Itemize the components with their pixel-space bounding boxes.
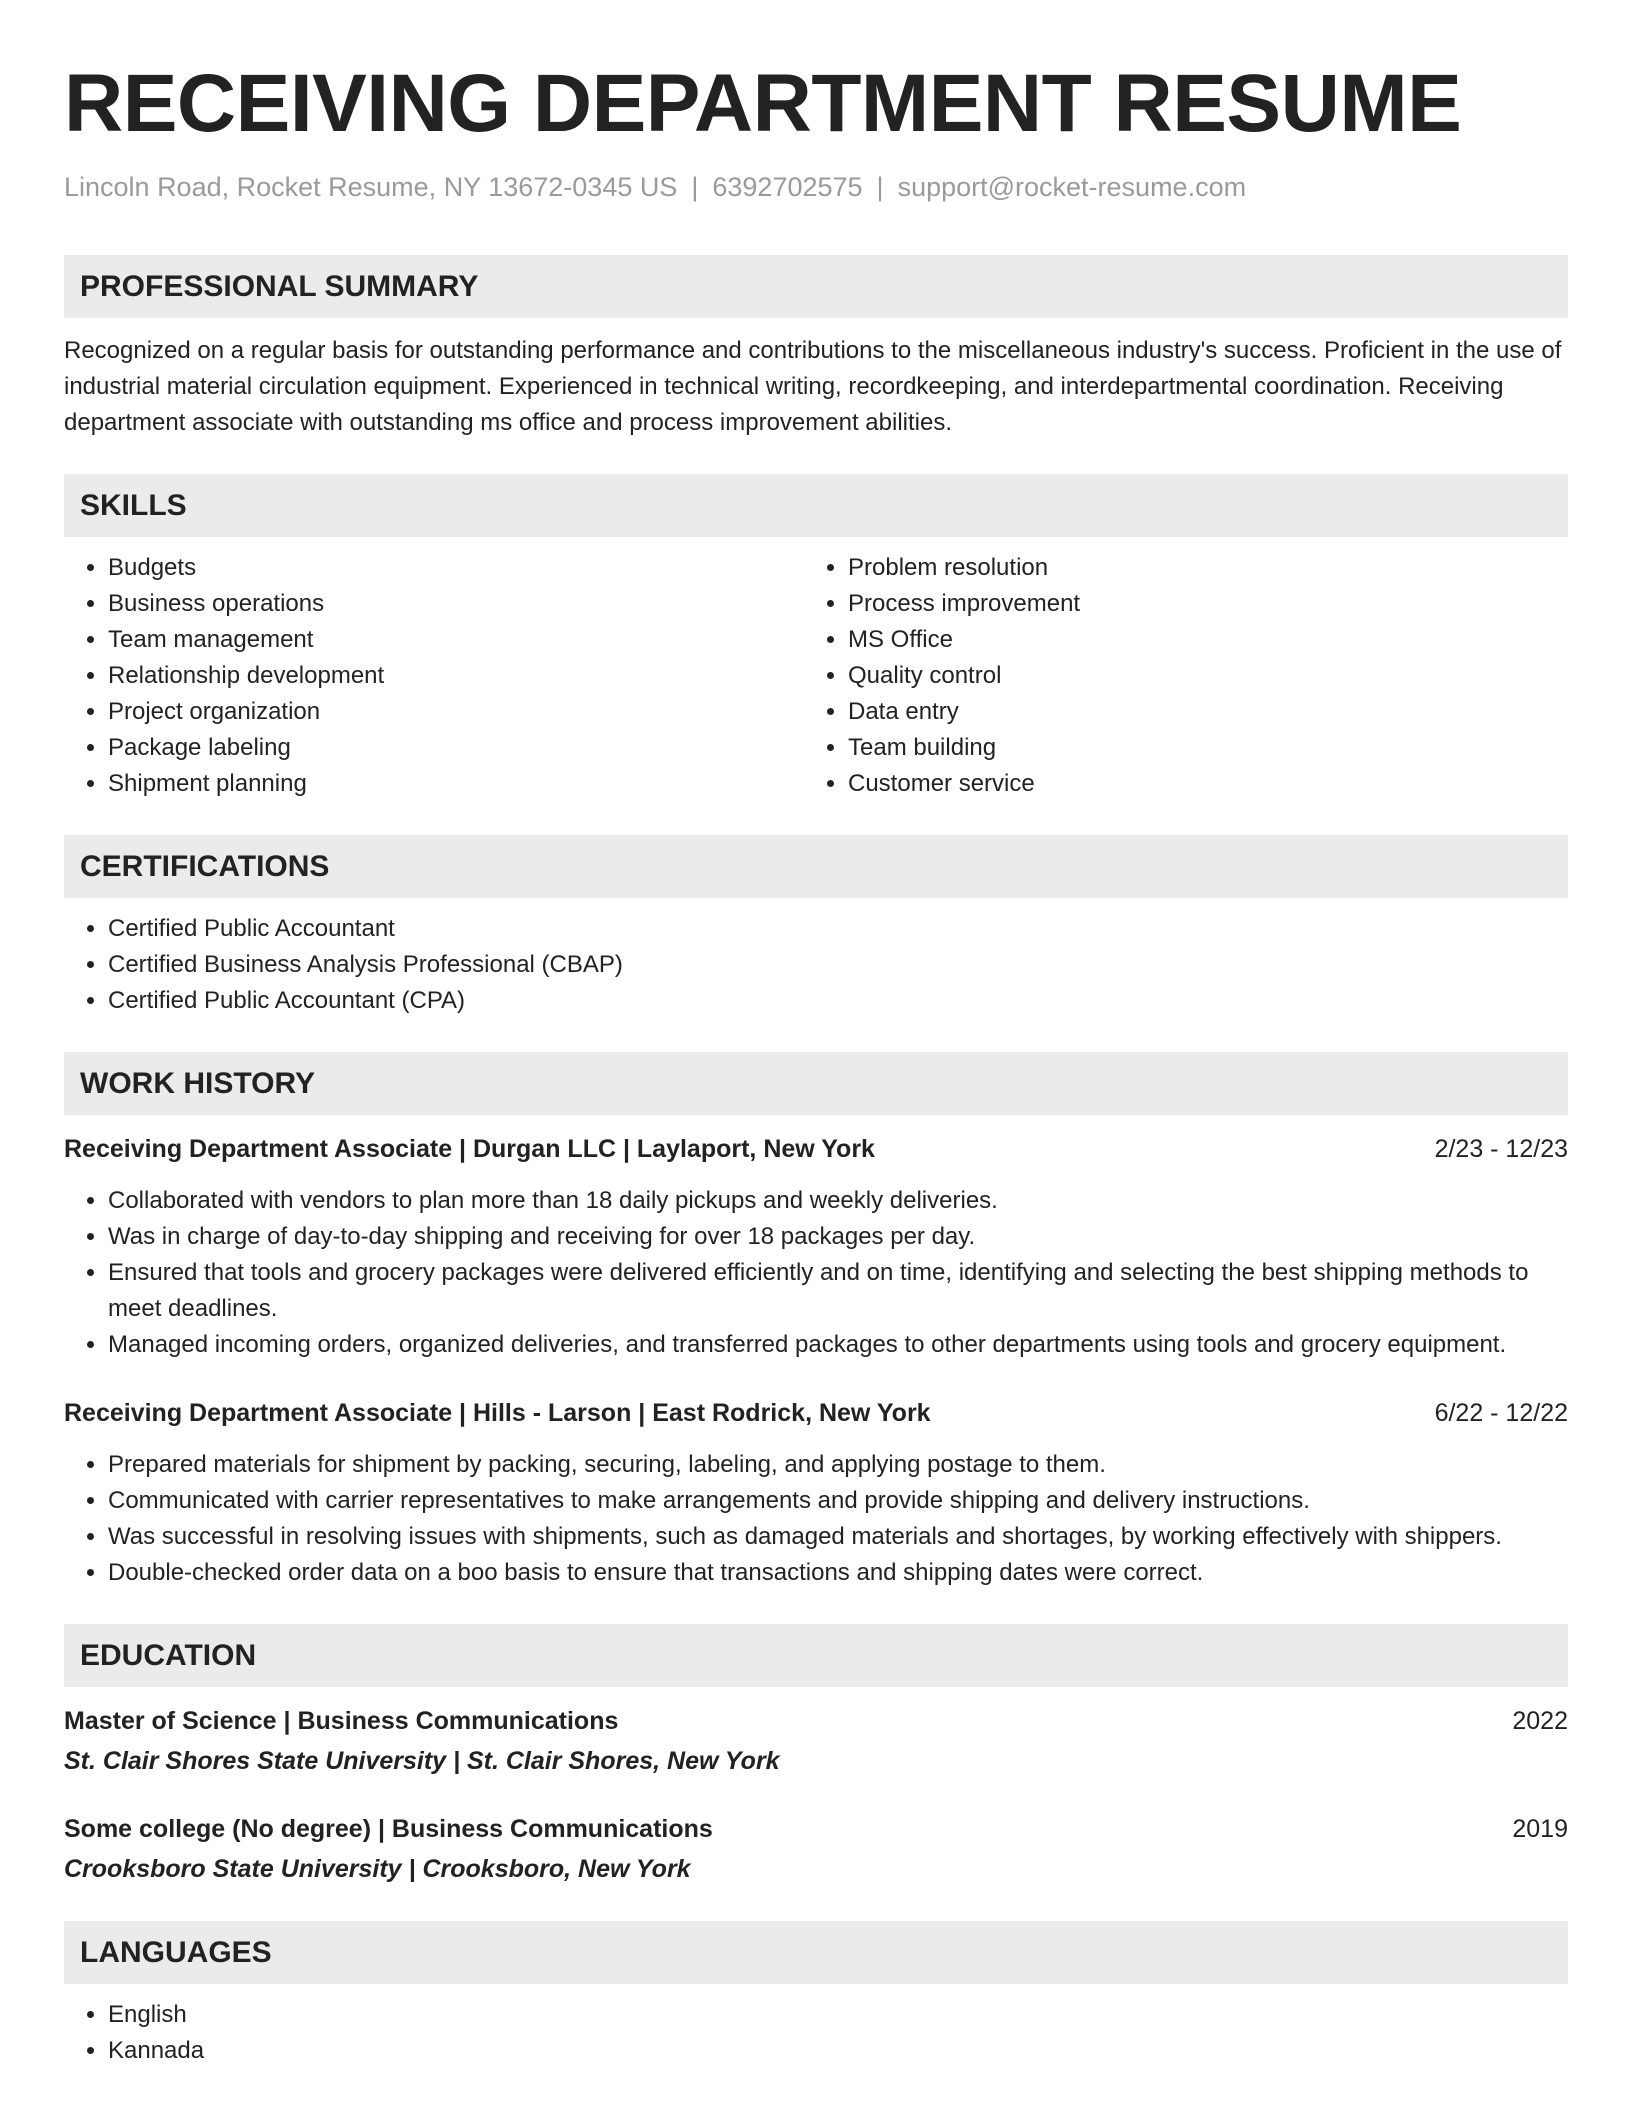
language-item: • English <box>108 1997 1568 2033</box>
job-header <box>64 1131 1568 1167</box>
education-section <box>64 1624 1568 1887</box>
contact-separator: | <box>691 172 699 202</box>
skill-item: • Project organization <box>108 694 804 730</box>
contact-email: support@rocket-resume.com <box>897 172 1247 202</box>
languages-heading: LANGUAGES <box>64 1921 1568 1984</box>
job-dates: 6/22 - 12/22 <box>1434 1399 1568 1427</box>
job-bullet: • Was in charge of day-to-day shipping and receiving for over 18 packages per day. <box>108 1219 1568 1255</box>
skill-item: • Business operations <box>108 586 804 622</box>
skill-item: • MS Office <box>848 622 1544 658</box>
contact-address: Lincoln Road, Rocket Resume, NY 13672-0345 US <box>64 172 678 202</box>
languages-section <box>64 1921 1568 2069</box>
job-bullet: • Prepared materials for shipment by packing, securing, labeling, and applying postage to them. <box>108 1447 1568 1483</box>
education-entry <box>64 1811 1568 1887</box>
resume-title: RECEIVING DEPARTMENT RESUME <box>64 58 1462 149</box>
skills-column-left <box>64 550 804 802</box>
skill-item: • Customer service <box>848 766 1544 802</box>
education-year: 2022 <box>1512 1707 1568 1735</box>
contact-phone: 6392702575 <box>712 172 863 202</box>
education-header <box>64 1811 1568 1847</box>
job-bullet: • Double-checked order data on a boo basis to ensure that transactions and shipping dates were correct. <box>108 1555 1568 1591</box>
skill-item: • Data entry <box>848 694 1544 730</box>
skill-item: • Quality control <box>848 658 1544 694</box>
education-degree: Some college (No degree) | Business Communications <box>64 1815 713 1843</box>
skill-item: • Relationship development <box>108 658 804 694</box>
job-title: Receiving Department Associate | Durgan LLC | Laylaport, New York <box>64 1135 875 1163</box>
certification-item: • Certified Public Accountant (CPA) <box>108 983 1568 1019</box>
education-entry <box>64 1703 1568 1779</box>
certification-item: • Certified Public Accountant <box>108 911 1568 947</box>
skill-item: • Shipment planning <box>108 766 804 802</box>
education-heading: EDUCATION <box>64 1624 1568 1687</box>
skill-item: • Budgets <box>108 550 804 586</box>
job-bullet: • Ensured that tools and grocery packages were delivered efficiently and on time, identifying and selecting the best shipping methods to meet deadlines. <box>108 1255 1568 1327</box>
certification-item: • Certified Business Analysis Professional (CBAP) <box>108 947 1568 983</box>
contact-separator: | <box>876 172 884 202</box>
job-entry <box>64 1131 1568 1363</box>
summary-text: Recognized on a regular basis for outstanding performance and contributions to the miscellaneous industry's success. Proficient in the use of industrial material circulation equipment. Experienced in technical writing, recordkeeping, and interdepartmental coordination. Receiving department associate with outstanding ms office and process improvement abilities. <box>64 337 1562 436</box>
skill-item: • Team management <box>108 622 804 658</box>
education-header <box>64 1703 1568 1739</box>
certifications-heading: CERTIFICATIONS <box>64 835 1568 898</box>
work-history-section <box>64 1052 1568 1591</box>
job-title: Receiving Department Associate | Hills - Larson | East Rodrick, New York <box>64 1399 931 1427</box>
job-dates: 2/23 - 12/23 <box>1434 1135 1568 1163</box>
skill-item: • Problem resolution <box>848 550 1544 586</box>
summary-section <box>64 255 1568 441</box>
job-bullet: • Collaborated with vendors to plan more than 18 daily pickups and weekly deliveries. <box>108 1183 1568 1219</box>
skills-heading: SKILLS <box>64 474 1568 537</box>
job-header <box>64 1395 1568 1431</box>
language-item: • Kannada <box>108 2033 1568 2069</box>
skill-item: • Package labeling <box>108 730 804 766</box>
education-school: Crooksboro State University | Crooksboro, New York <box>64 1855 691 1883</box>
job-entry <box>64 1395 1568 1591</box>
skill-item: • Team building <box>848 730 1544 766</box>
education-degree: Master of Science | Business Communications <box>64 1707 619 1735</box>
summary-heading: PROFESSIONAL SUMMARY <box>64 255 1568 318</box>
skill-item: • Process improvement <box>848 586 1544 622</box>
contact-line <box>64 170 1568 204</box>
job-bullet: • Managed incoming orders, organized deliveries, and transferred packages to other departments using tools and grocery equipment. <box>108 1327 1568 1363</box>
work-history-heading: WORK HISTORY <box>64 1052 1568 1115</box>
skills-column-right <box>804 550 1544 802</box>
job-bullet: • Communicated with carrier representatives to make arrangements and provide shipping and delivery instructions. <box>108 1483 1568 1519</box>
education-school: St. Clair Shores State University | St. Clair Shores, New York <box>64 1747 780 1775</box>
skills-section <box>64 474 1568 802</box>
education-year: 2019 <box>1512 1815 1568 1843</box>
job-bullet: • Was successful in resolving issues with shipments, such as damaged materials and shortages, by working effectively with shippers. <box>108 1519 1568 1555</box>
certifications-section <box>64 835 1568 1019</box>
skills-grid <box>64 550 1568 802</box>
